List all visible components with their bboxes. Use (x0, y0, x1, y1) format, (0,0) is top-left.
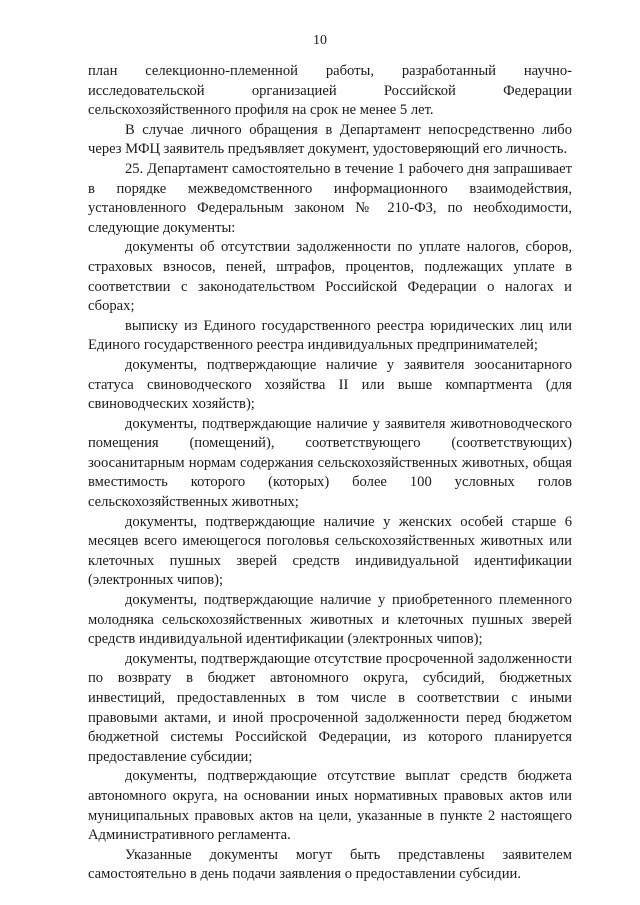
paragraph-registry-extract: выписку из Единого государственного реестра юридических лиц или Единого государственного реестра индивидуальных предпринимателей; (88, 317, 572, 354)
paragraph-no-budget-payments: документы, подтверждающие отсутствие выплат средств бюджета автономного округа, на основании иных нормативных правовых актов или муниципальных правовых актов на цели, указанные в пункте 2 настоящего Административного регламента. (88, 768, 572, 844)
paragraph-overdue-debt: документы, подтверждающие отсутствие просроченной задолженности по возврату в бюджет автономного округа, субсидий, бюджетных инвестиций, предоставленных в том числе в соответствии с иными правовыми актами, и иной просроченной задолженности перед бюджетом бюджетной системы Российской Федерации, из которого планируется предоставление субсидии; (88, 650, 572, 765)
paragraph-zoosanitary-status: документы, подтверждающие наличие у заявителя зоосанитарного статуса свиноводческого хозяйства II или выше компартмента (для свиноводческих хозяйств); (88, 356, 572, 413)
paragraph-personal-appeal: В случае личного обращения в Департамент непосредственно либо через МФЦ заявитель предъявляет документ, удостоверяющий его личность. (88, 121, 572, 158)
paragraph-female-identification: документы, подтверждающие наличие у женских особей старше 6 месяцев всего имеющегося поголовья сельскохозяйственных животных или клеточных пушных зверей средств индивидуальной идентификации (электронных чипов); (88, 513, 572, 589)
paragraph-self-submission: Указанные документы могут быть представлены заявителем самостоятельно в день подачи заявления о предоставлении субсидии. (88, 846, 572, 883)
paragraph-clause-25: 25. Департамент самостоятельно в течение 1 рабочего дня запрашивает в порядке межведомственного информационного взаимодействия, установленного Федеральным законом № 210-ФЗ, по необходимости, следующие документы: (88, 160, 572, 236)
paragraph-young-stock-identification: документы, подтверждающие наличие у приобретенного племенного молодняка сельскохозяйственных животных и клеточных пушных зверей средств индивидуальной идентификации (электронных чипов); (88, 592, 572, 648)
paragraph-tax-debt-documents: документы об отсутствии задолженности по уплате налогов, сборов, страховых взносов, пеней, штрафов, процентов, подлежащих уплате в соответствии с законодательством Российской Федерации о налогах и сборах; (88, 239, 572, 315)
document-body (88, 62, 572, 885)
paragraph-breeding-plan: план селекционно-племенной работы, разработанный научно-исследовательской организацией Российской Федерации сельскохозяйственного профиля на срок не менее 5 лет. (88, 63, 572, 119)
page-number: 10 (313, 33, 327, 48)
paragraph-livestock-premises: документы, подтверждающие наличие у заявителя животноводческого помещения (помещений), соответствующего (соответствующих) зоосанитарным нормам содержания сельскохозяйственных животных, общая вместимость которого (которых) более 100 условных голов сельскохозяйственных животных; (88, 415, 572, 511)
